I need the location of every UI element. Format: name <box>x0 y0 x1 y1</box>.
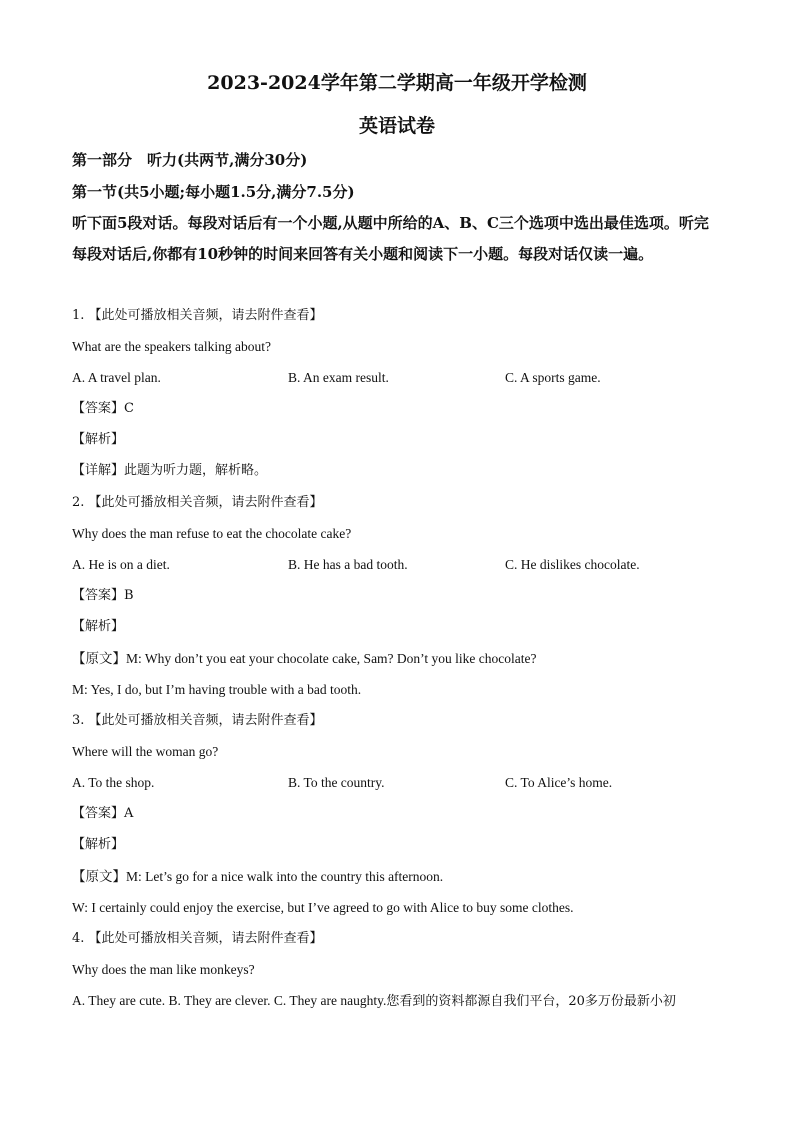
analysis-q1: 【解析】 <box>72 432 125 447</box>
answer-q1: 【答案】C <box>72 401 134 416</box>
option-c-q2: C. He dislikes chocolate. <box>505 557 640 572</box>
answer-q3: 【答案】A <box>72 806 134 821</box>
original-q3-line1: 【原文】M: Let’s go for a nice walk into the country this afternoon. <box>72 869 444 884</box>
answer-q2: 【答案】B <box>72 588 134 603</box>
option-b-q3: B. To the country. <box>288 775 385 790</box>
question-q1: What are the speakers talking about? <box>72 339 272 354</box>
question-q4: Why does the man like monkeys? <box>72 962 255 977</box>
question-q2: Why does the man refuse to eat the chocolate cake? <box>72 526 352 541</box>
exam-subtitle: 英语试卷 <box>358 115 435 137</box>
option-a-q2: A. He is on a diet. <box>72 557 170 572</box>
instructions-paragraph: 听下面5段对话。每段对话后有一个小题,从题中所给的A、B、C三个选项中选出最佳选项。听完每段对话后,你都有10秒钟的时间来回答有关小题和阅读下一小题。每段对话仅读一遍。 <box>72 214 709 263</box>
analysis-q2: 【解析】 <box>72 619 125 634</box>
exam-title: 2023-2024学年第二学期高一年级开学检测 <box>207 72 587 94</box>
option-c-q3: C. To Alice’s home. <box>505 775 613 790</box>
original-q2-line2: M: Yes, I do, but I’m having trouble with a bad tooth. <box>72 682 362 697</box>
original-q2-line1: 【原文】M: Why don’t you eat your chocolate cake, Sam? Don’t you like chocolate? <box>72 651 537 666</box>
subpart-heading: 第一节(共5小题;每小题1.5分,满分7.5分) <box>72 183 355 201</box>
options-q4: A. They are cute. B. They are clever. C. They are naughty. <box>72 993 387 1008</box>
detail-q1: 【详解】此题为听力题，解析略。 <box>72 463 268 478</box>
original-q3-line2: W: I certainly could enjoy the exercise, but I’ve agreed to go with Alice to buy some clothes. <box>72 900 574 915</box>
audio-line-q1[interactable]: 1. 【此处可播放相关音频，请去附件查看】 <box>72 308 323 323</box>
audio-line-q2[interactable]: 2. 【此处可播放相关音频，请去附件查看】 <box>72 495 323 510</box>
option-c-q1: C. A sports game. <box>505 370 601 385</box>
option-b-q1: B. An exam result. <box>288 370 389 385</box>
watermark-tail: 您看到的资料都源自我们平台，20多万份最新小初 <box>386 994 676 1009</box>
options-line-q4 <box>72 992 676 1011</box>
analysis-q3: 【解析】 <box>72 837 125 852</box>
option-b-q2: B. He has a bad tooth. <box>288 557 408 572</box>
option-a-q1: A. A travel plan. <box>72 370 161 385</box>
question-q3: Where will the woman go? <box>72 744 219 759</box>
audio-line-q4[interactable]: 4. 【此处可播放相关音频，请去附件查看】 <box>72 931 323 946</box>
option-a-q3: A. To the shop. <box>72 775 155 790</box>
audio-line-q3[interactable]: 3. 【此处可播放相关音频，请去附件查看】 <box>72 713 323 728</box>
part-heading: 第一部分 听力(共两节,满分30分) <box>72 151 308 169</box>
